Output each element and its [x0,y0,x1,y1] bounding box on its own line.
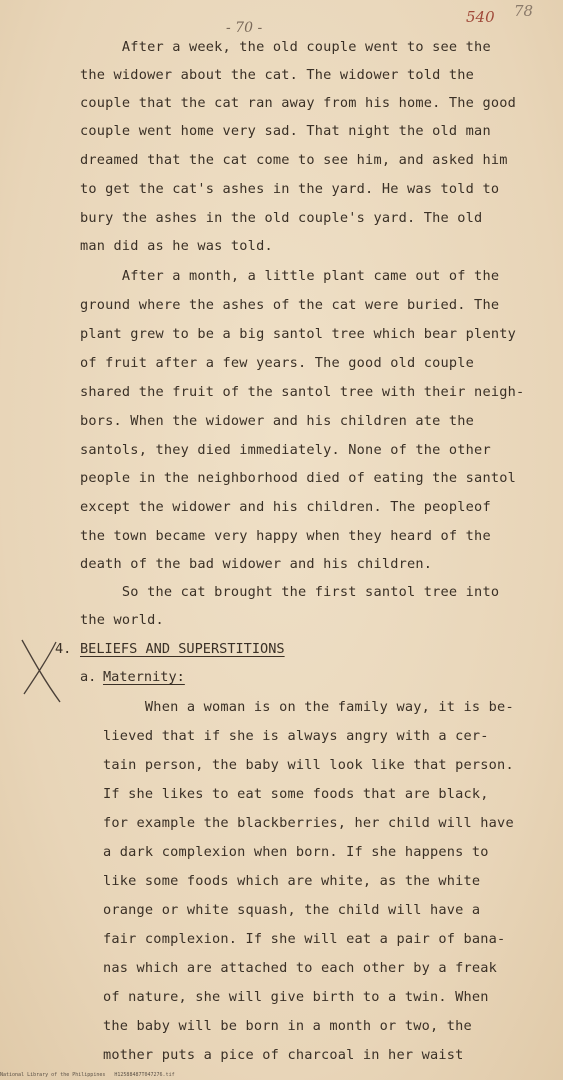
text-line: like some foods which are white, as the white [103,873,481,889]
text-line: So the cat brought the first santol tree into [80,584,500,600]
text-line: couple went home very sad. That night the old man [80,123,491,139]
text-line: If she likes to eat some foods that are black, [103,786,489,802]
text-line: the widower about the cat. The widower told the [80,67,475,83]
text-line: After a week, the old couple went to see the [80,39,491,55]
text-line: bors. When the widower and his children ate the [80,413,475,429]
text-line: shared the fruit of the santol tree with their neigh- [80,384,525,400]
subsection-letter: a. [80,669,97,685]
text-line: man did as he was told. [80,238,273,254]
text-line: except the widower and his children. The peopleof [80,499,491,515]
text-line: of nature, she will give birth to a twin. When [103,989,489,1005]
text-line: a dark complexion when born. If she happens to [103,844,489,860]
text-line: the world. [80,612,164,628]
handwritten-x-mark [18,636,64,706]
text-line: nas which are attached to each other by a freak [103,960,498,976]
page-number: - 70 - [226,20,263,36]
text-line: orange or white squash, the child will have a [103,902,481,918]
text-line: bury the ashes in the old couple's yard. The old [80,210,483,226]
subsection-title: Maternity: [103,669,185,685]
text-line: ground where the ashes of the cat were buried. The [80,297,500,313]
text-line: the baby will be born in a month or two, the [103,1018,472,1034]
text-line: the town became very happy when they heard of the [80,528,491,544]
section-title: BELIEFS AND SUPERSTITIONS [80,641,285,657]
text-line: to get the cat's ashes in the yard. He was told to [80,181,500,197]
text-line: plant grew to be a big santol tree which bear plenty [80,326,516,342]
text-line: death of the bad widower and his children. [80,556,433,572]
text-line: for example the blackberries, her child will have [103,815,514,831]
text-line: people in the neighborhood died of eating the santol [80,470,516,486]
text-line: dreamed that the cat come to see him, and asked him [80,152,508,168]
text-line: mother puts a pice of charcoal in her waist [103,1047,464,1063]
section-number: 4. [55,641,72,657]
corner-mark: 78 [514,2,534,20]
text-line: tain person, the baby will look like that person. [103,757,514,773]
text-line: When a woman is on the family way, it is be- [103,699,514,715]
text-line: lieved that if she is always angry with a cer- [103,728,489,744]
text-line: fair complexion. If she will eat a pair of bana- [103,931,506,947]
scan-footer: National Library of the Philippines H12588487T047276.tif [0,1072,175,1078]
corner-mark: 540 [466,8,495,26]
text-line: santols, they died immediately. None of the other [80,442,491,458]
text-line: of fruit after a few years. The good old couple [80,355,475,371]
text-line: After a month, a little plant came out of the [80,268,500,284]
text-line: couple that the cat ran away from his home. The good [80,95,516,111]
